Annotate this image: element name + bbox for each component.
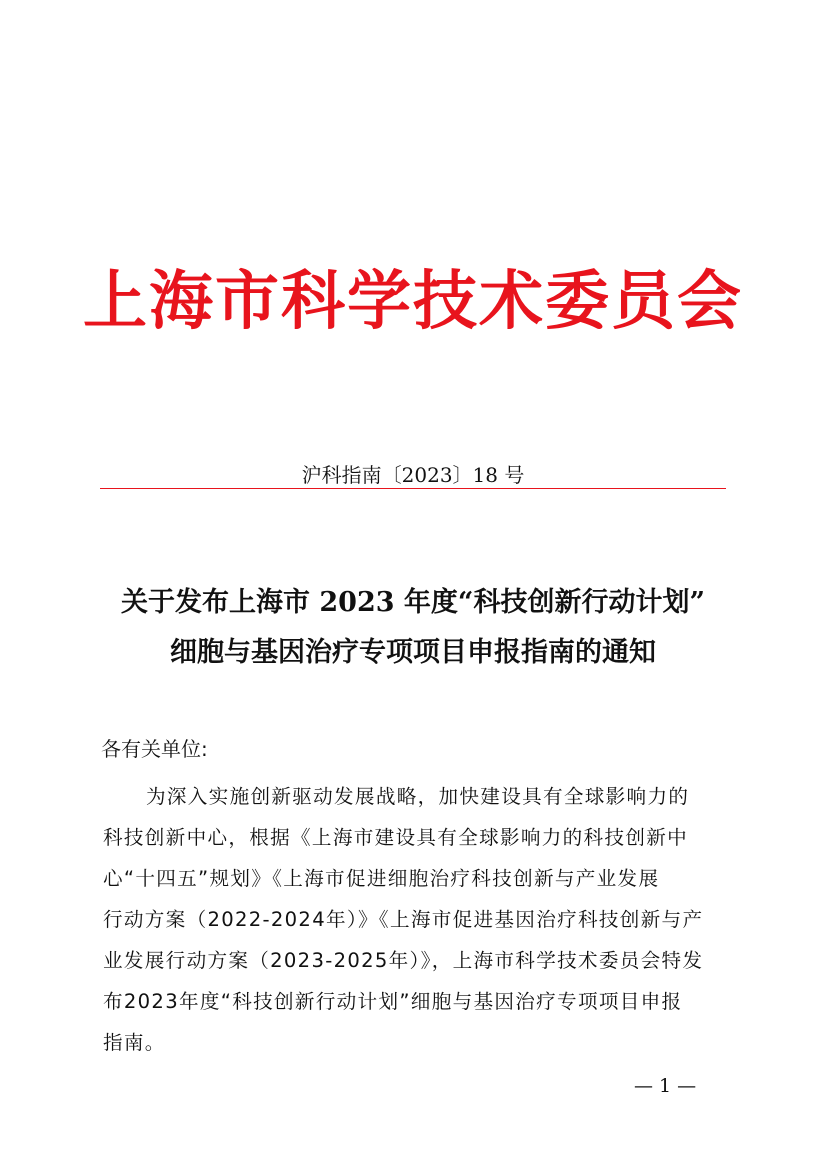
document-title-line-2: 细胞与基因治疗专项项目申报指南的通知 [170,637,656,668]
body-line: 指南。 [103,1031,166,1054]
salutation: 各有关单位: [101,737,208,761]
document-title [60,578,766,678]
red-divider-line [100,488,726,489]
document-number: 沪科指南〔2023〕18 号 [301,463,525,487]
body-paragraph [103,776,725,1063]
issuing-authority-masthead: 上海市科学技术委员会 [83,264,743,339]
page-number: — 1 — [634,1075,697,1097]
body-line: 科技创新中心，根据《上海市建设具有全球影响力的科技创新中 [103,826,689,849]
body-line: 心“十四五”规划》《上海市促进细胞治疗科技创新与产业发展 [103,867,660,890]
body-line: 业发展行动方案（2023-2025年）》，上海市科学技术委员会特发 [103,949,704,972]
body-line: 行动方案（2022-2024年）》《上海市促进基因治疗科技创新与产 [103,908,704,931]
document-title-line-1: 关于发布上海市 2023 年度“科技创新行动计划” [120,587,705,618]
body-line: 为深入实施创新驱动发展战略，加快建设具有全球影响力的 [146,785,690,808]
body-line: 布2023年度“科技创新行动计划”细胞与基因治疗专项项目申报 [103,990,683,1013]
